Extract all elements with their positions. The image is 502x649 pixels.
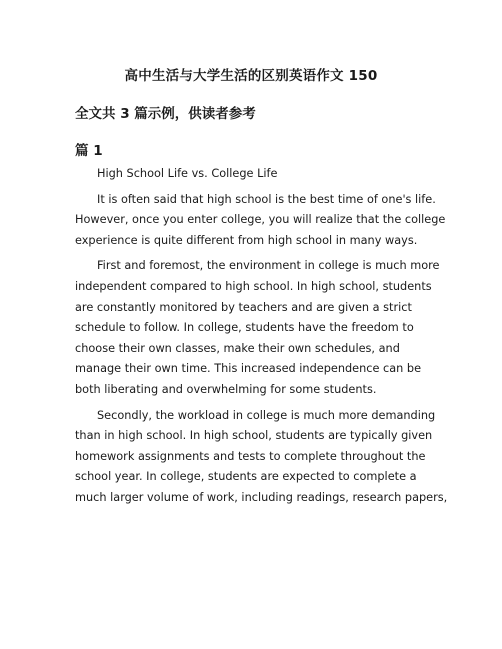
text-line: school year. In college, students are expected to complete a — [75, 470, 417, 484]
text-line: experience is quite different from high school in many ways. — [75, 233, 418, 247]
text-line: However, once you enter college, you will realize that the college — [75, 213, 446, 227]
text-line: both liberating and overwhelming for some students. — [75, 382, 377, 396]
document-subtitle: 全文共 3 篇示例，供读者参考 — [75, 106, 256, 122]
text-line: manage their own time. This increased independence can be — [75, 362, 422, 376]
text-line: High School Life vs. College Life — [97, 167, 278, 180]
text-line: homework assignments and tests to complete throughout the — [75, 449, 426, 463]
text-line: First and foremost, the environment in college is much more — [97, 259, 440, 273]
text-line: It is often said that high school is the best time of one's life. — [97, 192, 436, 206]
text-line: much larger volume of work, including readings, research papers, — [75, 490, 448, 504]
text-line: Secondly, the workload in college is much more demanding — [97, 408, 436, 422]
essay-title-line — [75, 164, 431, 185]
text-line: choose their own classes, make their own schedules, and — [75, 341, 400, 355]
paragraph-intro — [75, 190, 446, 252]
text-line: are constantly monitored by teachers and are given a strict — [75, 300, 412, 314]
section-heading: 篇 1 — [75, 143, 103, 159]
essay-body — [75, 164, 448, 514]
paragraph-second — [75, 406, 448, 509]
document-title: 高中生活与大学生活的区别英语作文 150 — [124, 68, 378, 84]
paragraph-first — [75, 256, 440, 400]
text-line: independent compared to high school. In high school, students — [75, 279, 432, 293]
text-line: than in high school. In high school, students are typically given — [75, 429, 433, 443]
text-line: schedule to follow. In college, students have the freedom to — [75, 321, 414, 335]
